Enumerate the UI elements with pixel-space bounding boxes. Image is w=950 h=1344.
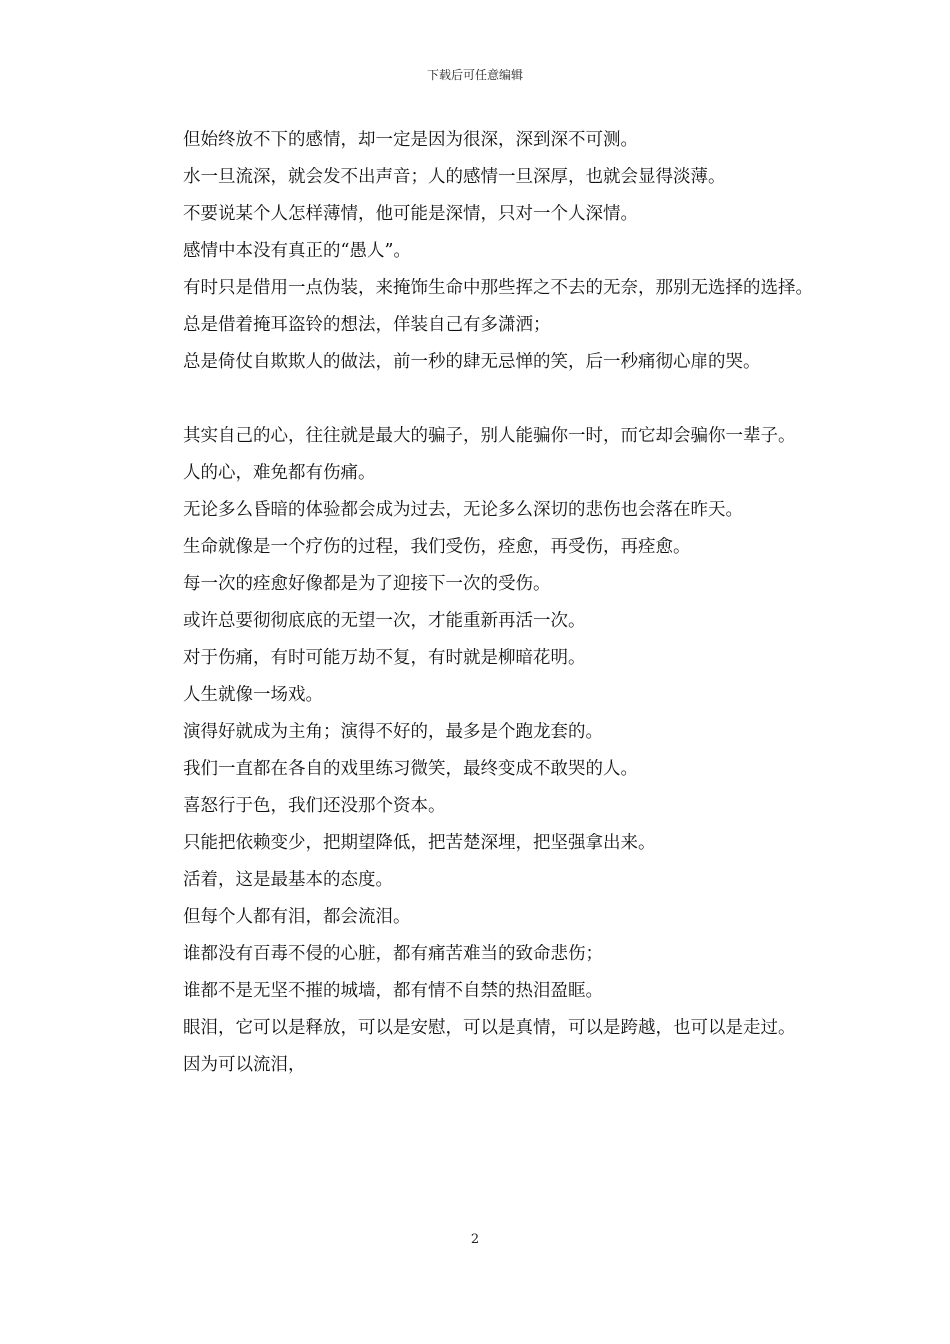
page-header: 下载后可任意编辑 xyxy=(426,68,523,82)
paragraph: 喜怒行于色，我们还没那个资本。 xyxy=(183,796,446,816)
paragraph: 人的心，难免都有伤痛。 xyxy=(183,463,376,483)
paragraph: 只能把依赖变少，把期望降低，把苦楚深埋，把坚强拿出来。 xyxy=(183,833,656,853)
paragraph: 我们一直都在各自的戏里练习微笑，最终变成不敢哭的人。 xyxy=(183,759,638,779)
paragraph: 水一旦流深，就会发不出声音；人的感情一旦深厚，也就会显得淡薄。 xyxy=(183,167,726,187)
paragraph: 活着，这是最基本的态度。 xyxy=(183,870,393,890)
blank-line xyxy=(145,381,815,418)
paragraph: 其实自己的心，往往就是最大的骗子，别人能骗你一时，而它却会骗你一辈子。 xyxy=(183,426,796,446)
paragraph: 总是倚仗自欺欺人的做法，前一秒的肆无忌惮的笑，后一秒痛彻心扉的哭。 xyxy=(183,352,761,372)
paragraph: 不要说某个人怎样薄情，他可能是深情，只对一个人深情。 xyxy=(183,204,638,224)
paragraph: 但每个人都有泪，都会流泪。 xyxy=(183,907,411,927)
paragraph: 有时只是借用一点伪装，来掩饰生命中那些挥之不去的无奈，那别无选择的选择。 xyxy=(183,278,813,298)
paragraph-group-2 xyxy=(145,418,815,1084)
paragraph: 因为可以流泪， xyxy=(183,1055,306,1075)
page-number: 2 xyxy=(470,1232,480,1247)
paragraph: 感情中本没有真正的“愚人”。 xyxy=(183,241,411,261)
paragraph: 眼泪，它可以是释放，可以是安慰，可以是真情，可以是跨越，也可以是走过。 xyxy=(183,1018,796,1038)
paragraph: 但始终放不下的感情，却一定是因为很深，深到深不可测。 xyxy=(183,130,638,150)
paragraph: 谁都不是无坚不摧的城墙，都有情不自禁的热泪盈眶。 xyxy=(183,981,603,1001)
paragraph: 对于伤痛，有时可能万劫不复，有时就是柳暗花明。 xyxy=(183,648,586,668)
paragraph: 总是借着掩耳盗铃的想法，佯装自己有多潇洒； xyxy=(183,315,551,335)
paragraph: 无论多么昏暗的体验都会成为过去，无论多么深切的悲伤也会落在昨天。 xyxy=(183,500,743,520)
paragraph: 演得好就成为主角；演得不好的，最多是个跑龙套的。 xyxy=(183,722,603,742)
paragraph: 生命就像是一个疗伤的过程，我们受伤，痊愈，再受伤，再痊愈。 xyxy=(183,537,691,557)
paragraph: 或许总要彻彻底底的无望一次，才能重新再活一次。 xyxy=(183,611,586,631)
paragraph: 每一次的痊愈好像都是为了迎接下一次的受伤。 xyxy=(183,574,551,594)
document-body xyxy=(145,122,815,1084)
paragraph: 谁都没有百毒不侵的心脏，都有痛苦难当的致命悲伤； xyxy=(183,944,603,964)
paragraph-group-1 xyxy=(145,122,815,381)
paragraph: 人生就像一场戏。 xyxy=(183,685,323,705)
